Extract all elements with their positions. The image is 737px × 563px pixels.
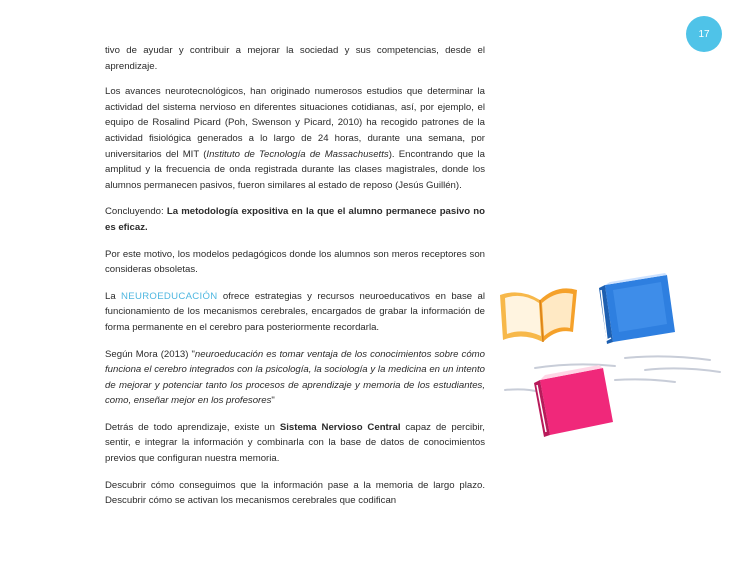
p2-italic: Instituto de Tecnología de Massachusetts <box>206 148 389 160</box>
p6-quote: neuroeducación es tomar ventaja de los conocimientos sobre cómo funciona el cerebro integrados con la psicología, la sociología y la medicina en un intento de mejorar y potenciar tanto los procesos de aprendizaje y memoria de los estudiantes, como, enseñar mejor en los profesores <box>105 348 485 407</box>
p3-bold: La metodología expositiva en la que el alumno permanece pasivo no es eficaz. <box>105 206 485 233</box>
paragraph-1 <box>105 43 485 74</box>
p8-text: Descubrir cómo conseguimos que la información pase a la memoria de largo plazo. Descubrir cómo se activan los mecanismos cerebrales que codifican <box>105 479 485 507</box>
p5-text-b: ofrece estrategias y recursos neuroeducativos en base al funcionamiento de los mecanismos cerebrales, encargados de grabar la información de forma permanente en el cerebro para posteriormente recordarla. <box>105 290 485 333</box>
neuroeducacion-highlight: NEUROEDUCACIÓN <box>121 290 218 302</box>
p1-text: tivo de ayudar y contribuir a mejorar la sociedad y sus competencias, desde el aprendizaje. <box>105 45 485 72</box>
p2-text-a: Los avances neurotecnológicos, han originado numerosos estudios que determinar la actividad del sistema nervioso en diferentes situaciones cotidianas, así, por ejemplo, el equipo de Rosalind Picard (Poh, Swenson y Picard, 2010) ha recogido patrones de la actividad fisiológica generados a lo largo de 24 horas, durante una semana, por universitarios del MIT ( <box>105 86 485 160</box>
page-number-badge <box>686 16 722 52</box>
pink-book-icon <box>534 365 613 437</box>
p5-text-a: La <box>105 290 122 302</box>
page-number: 17 <box>698 28 710 40</box>
blue-book-icon <box>599 273 675 344</box>
paragraph-6 <box>105 347 485 409</box>
p7-text-b: capaz de percibir, sentir, e integrar la información y combinarla con la base de datos de conocimientos previos que configuran nuestra memoria. <box>105 421 485 465</box>
p6-text-b: " <box>271 395 275 407</box>
p3-lead: Concluyendo: <box>105 206 167 218</box>
paragraph-2 <box>105 84 485 193</box>
flying-books-illustration <box>495 270 735 445</box>
p7-bold: Sistema Nervioso Central <box>279 421 401 433</box>
paragraph-8 <box>105 478 485 509</box>
paragraph-5 <box>105 289 485 336</box>
paragraph-7 <box>105 420 485 467</box>
orange-book-icon <box>500 288 577 342</box>
p6-text-a: Según Mora (2013) " <box>105 348 195 360</box>
body-text <box>105 43 485 520</box>
p2-text-b: ). Encontrando que la amplitud y la frecuencia de onda registrada durante las clases magistrales, donde los alumnos permanecen pasivos, fueron similares al estado de reposo (Jesús Guillén). <box>105 148 485 191</box>
paragraph-4 <box>105 247 485 278</box>
p7-text-a: Detrás de todo aprendizaje, existe un <box>105 421 280 433</box>
paragraph-3 <box>105 204 485 235</box>
p4-text: Por este motivo, los modelos pedagógicos donde los alumnos son meros receptores son consideras obsoletas. <box>105 248 485 276</box>
